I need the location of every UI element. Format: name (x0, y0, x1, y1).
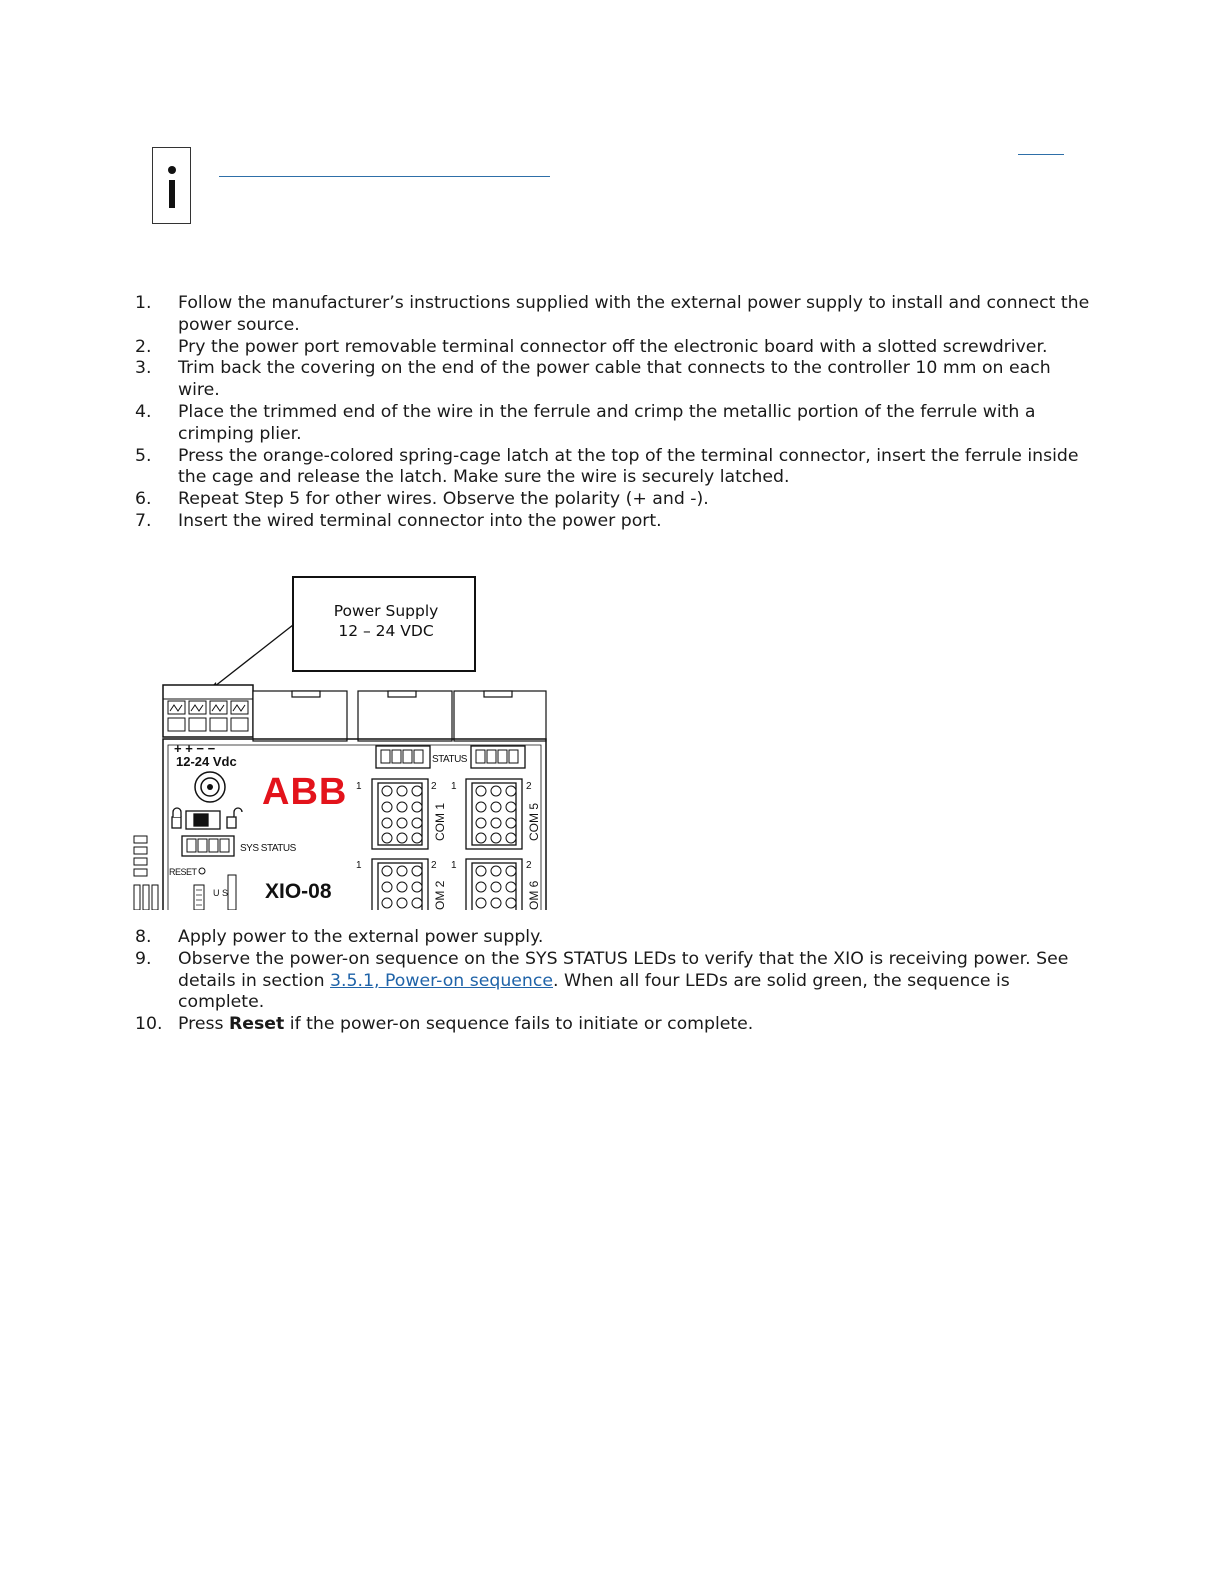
com2-port-num-2: 2 (431, 860, 437, 871)
power-on-sequence-link[interactable]: 3.5.1, Power-on sequence (330, 970, 553, 991)
com1-port-num-1: 1 (356, 781, 362, 792)
us-label: U S (213, 888, 229, 898)
list-item (135, 446, 1095, 490)
step-text: if the power-on sequence fails to initiate or complete. (284, 1014, 754, 1035)
step-text: Press (178, 1014, 229, 1035)
step-number: 7. (135, 510, 152, 531)
com5-port-num-2: 2 (526, 781, 532, 792)
com6-connector (466, 859, 522, 910)
sys-status-label: SYS STATUS (240, 843, 296, 854)
reset-emphasis: Reset (228, 1014, 285, 1035)
step-text: Insert the wired terminal connector into the power port. (178, 510, 662, 531)
top-ports (253, 691, 546, 741)
step-number: 10. (135, 1014, 163, 1035)
step-text: Apply power to the external power supply. (178, 927, 544, 947)
step-text: Place the trimmed end of the wire in the ferrule and crimp the metallic portion of the ferrule with a crimping plier. (178, 401, 1036, 444)
step-text: Repeat Step 5 for other wires. Observe the polarity (+ and -). (178, 489, 709, 510)
list-item (135, 489, 1095, 511)
side-connector (134, 836, 158, 910)
step-number: 6. (135, 489, 152, 510)
list-item (135, 511, 1095, 533)
voltage-label: 12-24 Vdc (176, 754, 237, 769)
xio-board-diagram (132, 575, 552, 910)
abb-logo: ABB (262, 771, 348, 813)
step-number: 1. (135, 293, 152, 313)
info-note-box (152, 147, 191, 224)
list-item (135, 949, 1095, 1014)
step-number: 2. (135, 336, 152, 357)
callout-line1: Power Supply (333, 602, 439, 620)
callout-arrow (210, 625, 293, 690)
step-text: Press the orange-colored spring-cage latch at the top of the terminal connector, insert the ferrule inside the cage and release the latch. Make sure the wire is securely latched. (178, 445, 1079, 488)
step-number: 5. (135, 445, 152, 466)
step-text: . When all four LEDs are solid green, the sequence is complete. (178, 970, 1010, 1013)
com2-port-num-1: 1 (356, 860, 362, 871)
callout-line2: 12 – 24 VDC (338, 622, 434, 640)
list-item (135, 927, 1095, 949)
reset-button (199, 868, 205, 874)
list-item (135, 358, 1095, 402)
reset-label: RESET (169, 867, 197, 877)
com6-port-num-2: 2 (526, 860, 532, 871)
step-text: Observe the power-on sequence on the SYS STATUS LEDs to verify that the XIO is receiving power. See details in section (178, 948, 1069, 991)
power-port-figure (132, 575, 552, 910)
com5-connector (466, 779, 522, 849)
list-item (135, 1014, 1095, 1036)
steps-list-part2 (135, 927, 1095, 1036)
note-link-underline (219, 176, 550, 177)
com6-label: OM 6 (527, 880, 541, 910)
lock-switch (172, 808, 242, 829)
step-text: Trim back the covering on the end of the power cable that connects to the controller 10 mm on each wire. (178, 358, 1051, 401)
list-item (135, 337, 1095, 359)
com2-label: OM 2 (433, 880, 447, 910)
step-number: 8. (135, 927, 152, 947)
model-label: XIO-08 (265, 880, 332, 903)
step-text: Follow the manufacturer’s instructions supplied with the external power supply to install and connect the power source. (178, 293, 1090, 335)
com1-connector (372, 779, 428, 849)
step-text: Pry the power port removable terminal connector off the electronic board with a slotted screwdriver. (178, 336, 1048, 357)
com5-label: COM 5 (527, 802, 541, 841)
com2-connector (372, 859, 428, 910)
com1-label: COM 1 (433, 802, 447, 841)
status-label: STATUS (432, 754, 467, 765)
com6-port-num-1: 1 (451, 860, 457, 871)
info-icon (153, 148, 192, 225)
polarity-label: + + − − (174, 741, 216, 756)
step-number: 3. (135, 358, 152, 379)
steps-list-part1 (135, 293, 1095, 533)
com5-port-num-1: 1 (451, 781, 457, 792)
step-number: 9. (135, 948, 152, 969)
com1-port-num-2: 2 (431, 781, 437, 792)
note-link-underline-right (1018, 154, 1064, 155)
step-number: 4. (135, 401, 152, 422)
list-item (135, 293, 1095, 337)
list-item (135, 402, 1095, 446)
